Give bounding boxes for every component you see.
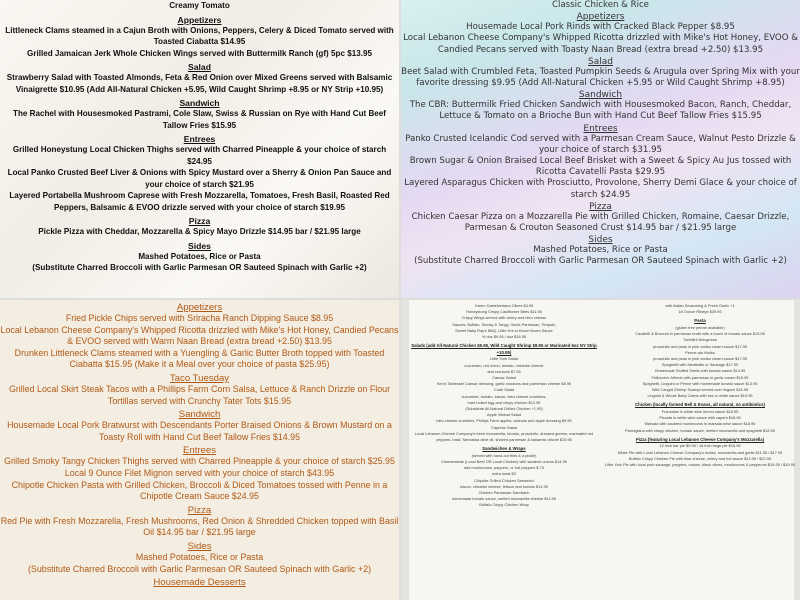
menu-item: Little York Pie with local pork sausage, peppers, onions, black olives, mushrooms & pepperoni $15.95 / $19.95: [605, 462, 795, 468]
section-heading: Appetizers: [177, 14, 222, 25]
menu-item: Piccata in white wine sauce with capers $18.95: [659, 415, 741, 421]
section-heading: Entrees: [183, 134, 216, 144]
menu-item: Linguini & Whole Baby Clams with red or white sauce $19.95: [647, 393, 753, 399]
section-heading: Sandwich: [578, 90, 623, 101]
menu-item: Mashed Potatoes, Rice or Pasta: [138, 251, 261, 261]
menu-item: The CBR: Buttermilk Fried Chicken Sandwich with Housesmoked Bacon, Ranch, Cheddar, Lettuce & Tomato on a Brioche Bun with Hand Cut Beef Tallow Fries $15.95: [409, 100, 792, 122]
menu-item: Housemade Local Pork Rinds with Cracked Black Pepper $8.95: [466, 22, 735, 33]
menu-item: Chicken Parmesan Sandwich: [478, 490, 530, 496]
menu-item: Caprese Salad: [491, 424, 517, 430]
menu-item: Beet Salad with Crumbled Feta, Toasted Pumpkin Seeds & Arugula over Spring Mix with your favorite dressing $9.95 (Add All-Natural Chicken +5.95 or Wild Caught Shrimp +8.95): [401, 66, 800, 89]
menu-item: Fried Pickle Chips served with Sriracha Ranch Dipping Sauce $8.95: [65, 313, 334, 323]
menu-item: Mashed Potatoes, Rice or Pasta: [135, 551, 264, 562]
menu-item: (served with hand-cut fries & a pickle): [471, 452, 537, 458]
section-heading: Sandwich: [179, 98, 220, 108]
menu-item: Cobb Salad: [493, 387, 515, 393]
section-heading: Sides: [187, 540, 212, 552]
menu-item: bleu cheese crumbles, Phillips Farm apples, walnuts and apple dressing $9.95: [436, 418, 572, 424]
menu-item: bacon, cheddar cheese, lettuce and tomato $14.95: [460, 483, 548, 489]
menu-item: Marsala with sauteed mushrooms in marsala wine sauce $18.95: [644, 421, 756, 427]
menu-group: [605, 303, 795, 315]
menu-item: prosciutto and peas in pink vodka cream sauce $17.95: [652, 356, 748, 362]
section-heading: Sides: [588, 235, 613, 246]
section-heading: Appetizers: [176, 302, 223, 313]
section-heading: Appetizers: [576, 12, 625, 23]
menu-item: cucumber, tomato, bacon, bleu cheese crumbles,: [461, 393, 547, 399]
menu-item: (Substitute Charred Broccoli with Garlic Parmesan OR Sauteed Spinach with Garlic +2): [32, 263, 367, 272]
section-heading: Pizza (featuring Local Lebanon Cheese Company's Mozzarella): [635, 436, 765, 442]
menu-card-creamy-tomato: [0, 0, 399, 298]
menu-item: Parmigiana with crispy chicken, tomato sauce, melted mozzarella and spaghetti $18.95: [625, 427, 775, 433]
menu-item: (Substitute Charred Broccoli with Garlic Parmesan OR Sauteed Spinach with Garlic +2): [414, 256, 787, 267]
menu-item: Grilled Smoky Tangy Chicken Thighs served with Charred Pineapple & your choice of starch $25.95: [4, 456, 395, 467]
menu-item: % doz $9.95 / doz $16.95: [481, 334, 527, 340]
menu-sections: [0, 302, 399, 588]
menu-item: prosciutto and peas in pink vodka cream sauce $17.95: [652, 343, 748, 349]
menu-item: The Rachel with Housesmoked Pastrami, Cole Slaw, Swiss & Russian on Rye with Hand Cut Beef Tallow Fries $15.95: [13, 109, 386, 130]
menu-item: Chicken Caesar Pizza on a Mozzarella Pie with Grilled Chicken, Romaine, Caesar Drizzle, Parmesan & Crouton Seasoned Crust $14.95 bar / $21.95 large: [411, 211, 790, 234]
menu-group: [409, 303, 599, 340]
menu-item: Wild Caught Shrimp Scampi served over linguini $16.95: [651, 387, 749, 393]
menu-item: Homemade Stuffed Shells with tomato sauce $14.95: [654, 368, 746, 374]
menu-group: [409, 446, 599, 508]
menu-item: Fettuccine Alfredo with parmesan in garlic cream $16.95: [651, 374, 749, 380]
menu-paper: [409, 300, 794, 600]
menu-item: Ken's Tableside Caesar dressing, garlic croutons and parmesan cheese $8.95: [436, 381, 572, 387]
menu-item: Buffalo Crispy Chicken Pie with blue cheese, celery and hot sauce $13.95 / $22.95: [628, 455, 772, 461]
menu-item: and croutons $7.95: [487, 368, 521, 374]
menu-item: Caesar Salad: [492, 375, 516, 381]
menu-item: Strawberry Salad with Toasted Almonds, Feta & Red Onion over Mixed Greens served with Balsamic Vinaigrette $10.95 (Add All-Natural Chicken +5.95, Wild Caught Shrimp +8.95 or NY Strip +10.95): [6, 73, 393, 94]
section-heading: Sandwich: [178, 409, 221, 421]
menu-item: Grilled Jamaican Jerk Whole Chicken Wings served with Buttermilk Ranch (gf) 5pc $13.95: [27, 48, 372, 58]
menu-item: hard boiled egg and crispy chicken $12.95: [467, 399, 541, 405]
section-heading: Entrees: [182, 445, 217, 457]
menu-item: 12 inch bar pie $9.95 / 16 inch large pie $16.95: [659, 443, 741, 449]
menu-item: Spaghetti, Linguini or Penne with homemade tomato sauce $13.95: [642, 380, 758, 386]
menu-item: Cavatelli & Broccoli in parmesan broth with a touch of tomato sauce $15.95: [635, 331, 765, 337]
menu-group: [605, 402, 795, 433]
section-heading: Salad: [588, 56, 613, 67]
soup-of-day: Classic Chicken & Rice: [552, 0, 649, 10]
menu-item: Chipotle Chicken Pasta with Grilled Chicken, Broccoli & Diced Tomatoes tossed with Penne in a Chipotle Cream Sauce $24.95: [11, 479, 388, 502]
menu-item: Littleneck Clams steamed in a Cajun Broth with Onions, Peppers, Celery & Diced Tomato served with Toasted Ciabatta $14.95: [5, 25, 394, 46]
menu-group: [605, 318, 795, 399]
section-heading: Salads (add All-Natural Chicken $5.95, Wild Caught Shrimp $8.95 or Marinated 6oz NY Strip +10.95): [411, 343, 597, 355]
menu-item: Layered Portabella Mushroom Caprese with Fresh Mozzarella, Tomatoes, Fresh Basil, Roasted Red Peppers, Balsamic & EVOO drizzle served with your choice of starch $19.95: [9, 191, 390, 212]
menu-item: Local Lebanon Cheese Company's fresh mozzarella, tomato, prosciutto, dressed greens, marinated red peppers, basil, Nebraska olive oil, shaved parmesan & balsamic drizzle $15.95: [414, 430, 594, 443]
menu-item: Chipotle Grilled Chicken Sandwich: [474, 477, 534, 483]
menu-item: Panko Crusted Icelandic Cod served with a Parmesan Cream Sauce, Walnut Pesto Drizzle & your choice of starch $31.95: [405, 133, 796, 155]
section-heading: Housemade Desserts: [153, 577, 246, 589]
menu-item: Penne ala Vodka: [685, 349, 715, 355]
menu-left-column: [409, 303, 599, 512]
menu-item: (Substitute Charred Broccoli with Garlic Parmesan OR Sauteed Spinach with Garlic +2): [27, 563, 372, 574]
menu-item: Pickle Pizza with Cheddar, Mozzarella & Spicy Mayo Drizzle $14.95 bar / $21.95 large: [38, 227, 361, 236]
menu-sections: [0, 15, 399, 274]
menu-item: Cheesesteak (Local Beef OR Local Chicken) with sauteed onions $14.95: [441, 459, 567, 465]
menu-item: cucumber, red onion, tomato, cheddar cheese: [464, 362, 544, 368]
section-heading: Taco Tuesday: [169, 372, 230, 384]
section-heading: Salad: [188, 62, 211, 72]
menu-item: Grilled Honeystung Local Chicken Thighs served with Charred Pineapple & your choice of starch $24.95: [12, 145, 387, 166]
menu-item: Housemade Local Pork Bratwurst with Descendants Porter Braised Onions & Brown Mustard on a Toasty Roll with Hand Cut Beef Tallow Fries $14.95: [7, 420, 392, 442]
menu-item: Grilled Local Skirt Steak Tacos with a Phillips Farm Corn Salsa, Lettuce & Ranch Drizzle on Flour Tortillas served with Crunchy Tater Tots $15.95: [8, 383, 391, 406]
section-heading: Pasta: [694, 318, 706, 324]
menu-item: Francaise in white wine lemon sauce $18.95: [661, 409, 739, 415]
menu-item: Crispy Wings served with celery and bleu cheese: [461, 315, 547, 321]
printed-full-menu: [401, 300, 800, 600]
menu-item: Mashed Potatoes, Rice or Pasta: [533, 245, 668, 256]
section-heading: Sandwiches & Wraps: [482, 446, 526, 452]
menu-item: Drunken Littleneck Clams steamed with a Yuengling & Garlic Butter Broth topped with Toasted Ciabatta $15.95 (Make it a Meal over your choice of pasta $25.95): [14, 347, 385, 370]
menu-item: Local 9 Ounce Filet Mignon served with your choice of starch $43.95: [64, 467, 335, 478]
section-heading: Chicken (locally farmed Bell & Evans, all natural, no antibiotics): [635, 402, 765, 408]
menu-item: (Substitute All-Natural Grilled Chicken +1.95): [465, 406, 543, 412]
menu-card-chicken-rice: [401, 0, 800, 298]
menu-item: Local Panko Crusted Beef Liver & Onions with Spicy Mustard over a Sherry & Onion Pan Sauce and your choice of starch $21.95: [7, 168, 392, 189]
menu-item: Green Castelvetrano Olives $4.95: [474, 303, 534, 308]
menu-item: Sweet Baby Ray's BBQ, Little Hot or Boom Boom Sauce: [455, 327, 553, 333]
menu-item: Local Lebanon Cheese Company's Whipped Ricotta drizzled with Mike's Hot Honey, Candied Pecans & EVOO served with Warm Naan Bread (extra bread +2.50) $13.95: [0, 324, 399, 347]
menu-sections: [401, 12, 800, 267]
section-heading: Entrees: [583, 123, 618, 134]
menu-item: White Pie with Local Lebanon Cheese Company's ricotta, mozzarella and garlic $11.95 / $17.95: [617, 449, 783, 455]
section-heading: Pizza: [188, 216, 211, 226]
menu-group: [409, 343, 599, 443]
menu-item: homemade tomato sauce, melted mozzarella cheese $14.95: [451, 496, 557, 502]
section-heading: Pizza: [589, 201, 612, 212]
menu-item: Brown Sugar & Onion Braised Local Beef Brisket with a Sweet & Spicy Au Jus tossed with Ricotta Cavatelli Pasta $29.95: [409, 156, 792, 178]
menu-item: Layered Asparagus Chicken with Prosciutto, Provolone, Sherry Demi Glace & your choice of starch $24.95: [404, 178, 797, 200]
menu-item: (gluten free penne available): [675, 325, 725, 330]
menu-item: Spaghetti with Meatballs or Sausage $17.95: [661, 362, 739, 368]
menu-group: [605, 437, 795, 468]
menu-item: Little York Salad: [490, 356, 518, 362]
menu-item: extra meat $3: [492, 471, 516, 477]
menu-item: add mushrooms, peppers, or hot peppers $.75: [463, 465, 545, 471]
soup-of-day: Creamy Tomato: [169, 1, 230, 10]
menu-item: Apple Walnut Salad: [486, 412, 522, 418]
menu-card-taco-tuesday: [0, 300, 399, 600]
menu-item: Local Lebanon Cheese Company's Whipped Ricotta drizzled with Mike's Hot Honey, EVOO & Candied Pecans served with Toasty Naan Bread (extra bread +2.50) $13.95: [403, 33, 798, 55]
menu-item: Honeystung Crispy Cauliflower Bites $11.95: [466, 309, 542, 315]
menu-item: 16 Ounce Ribeye $39.95: [678, 309, 722, 315]
menu-right-column: [605, 303, 795, 471]
menu-item: Red Pie with Fresh Mozzarella, Fresh Mushrooms, Red Onion & Shredded Chicken topped with Basil Oil $14.95 bar / $21.95 large: [0, 515, 399, 538]
section-heading: Sides: [188, 240, 211, 251]
menu-item: Sauces: Buffalo, Smoky & Tangy, Garlic Parmesan, Teriyaki,: [452, 321, 556, 327]
section-heading: Pizza: [187, 504, 212, 516]
menu-item: Tortellini Bolognese: [683, 337, 717, 343]
menu-item: with Italian Seasoning & Fresh Garlic +1: [665, 303, 735, 308]
menu-item: Buffalo Crispy Chicken Wrap: [479, 502, 529, 508]
